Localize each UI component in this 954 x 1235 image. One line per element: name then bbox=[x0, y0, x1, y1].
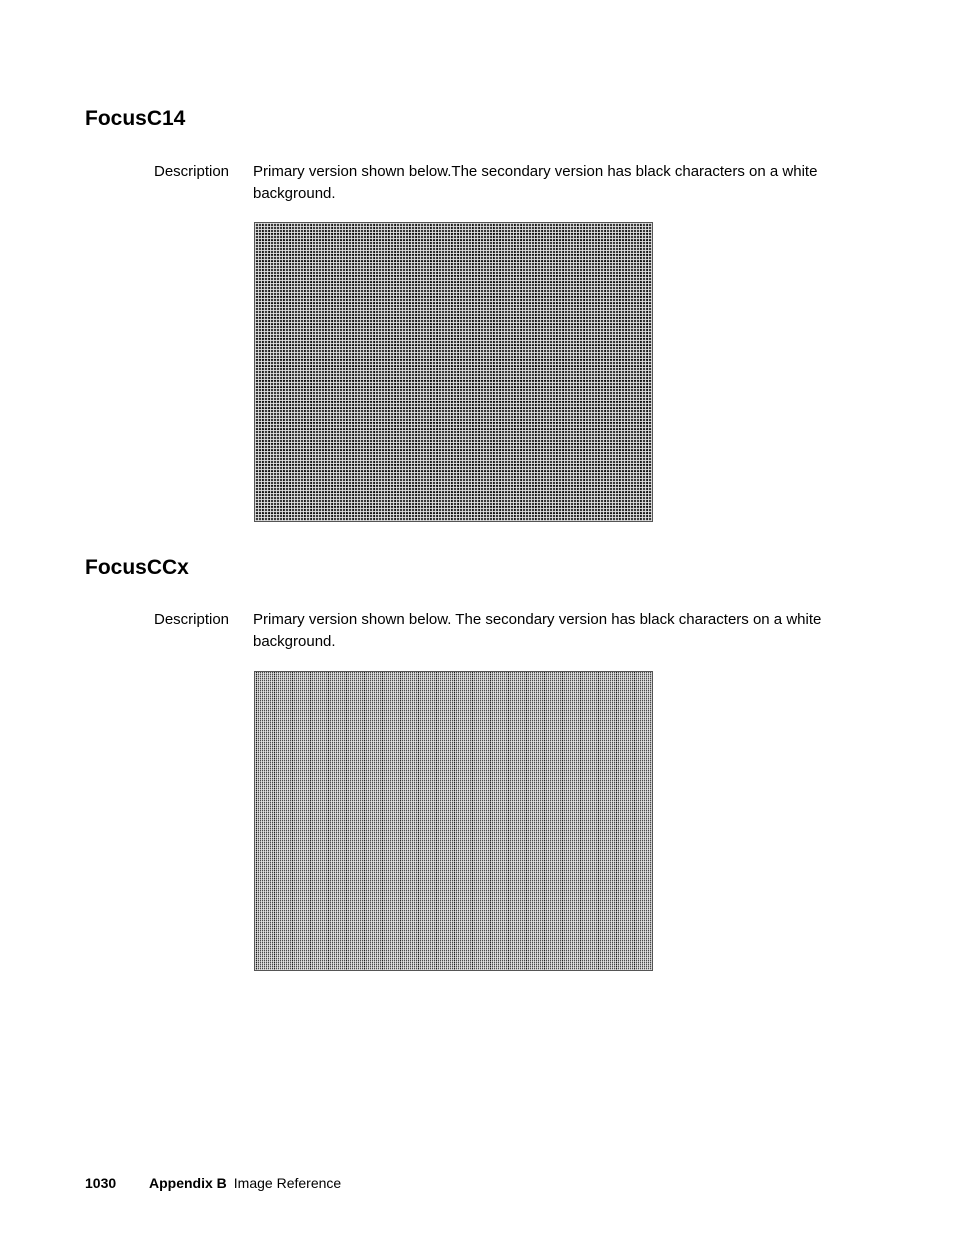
page-footer bbox=[85, 1174, 341, 1192]
footer-appendix: Appendix B bbox=[149, 1175, 227, 1191]
footer-chapter-title: Image Reference bbox=[233, 1175, 342, 1191]
focusc14-pattern-image bbox=[254, 222, 653, 522]
page-number: 1030 bbox=[85, 1175, 117, 1191]
section-title-focusccx: FocusCCx bbox=[85, 556, 189, 579]
section-title-focusc14: FocusC14 bbox=[85, 107, 186, 130]
description-text: Primary version shown below.The secondary version has black characters on a white background. bbox=[253, 163, 818, 202]
description-text: Primary version shown below. The secondary version has black characters on a white background. bbox=[253, 611, 822, 650]
description-label: Description bbox=[154, 611, 230, 628]
description-label: Description bbox=[154, 163, 230, 180]
focusccx-pattern-image bbox=[254, 671, 653, 971]
